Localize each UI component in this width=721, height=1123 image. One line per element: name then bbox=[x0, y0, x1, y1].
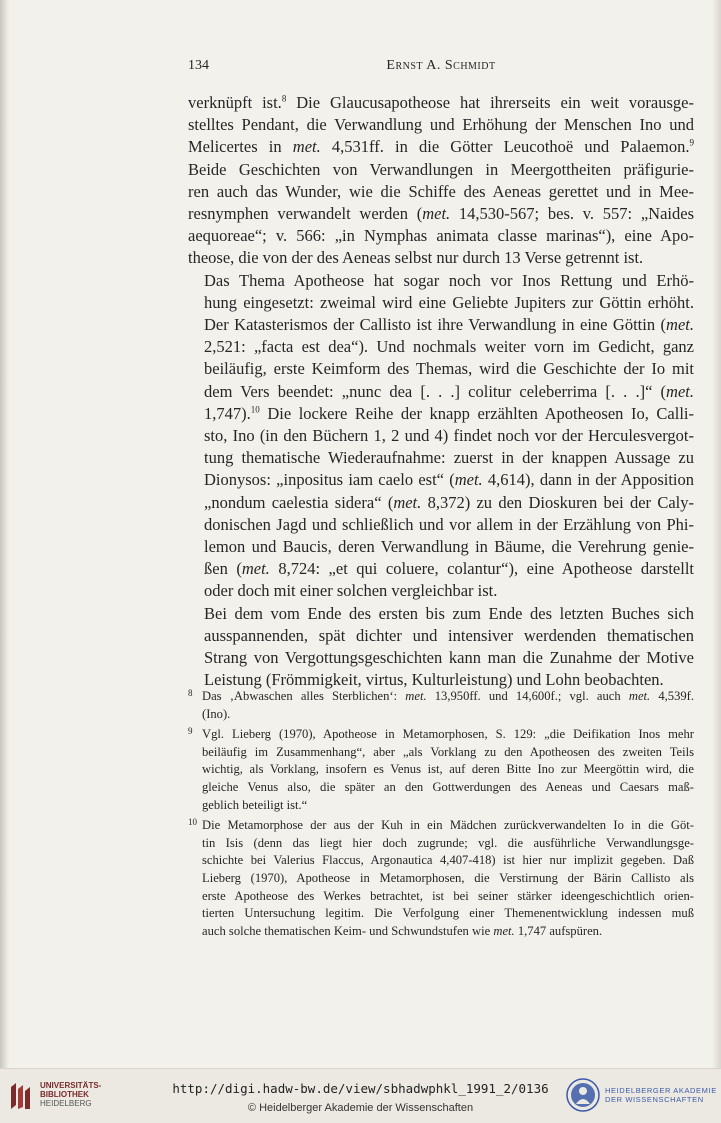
library-name-line: BIBLIOTHEK bbox=[40, 1090, 89, 1099]
text-line: donischen Jagd und schließlich und vor allem in der Erzählung von Phi- bbox=[204, 514, 694, 534]
footnote-line: beiläufig im Zusammenhang“, aber „als Vorklang zu den Apotheosen des zweiten Teils bbox=[202, 744, 694, 759]
text-line: Beide Geschichten von Verwandlungen in Meergottheiten präfigurie- bbox=[188, 159, 694, 179]
text-line: Bei dem vom Ende des ersten bis zum Ende des letzten Buches sich bbox=[204, 603, 694, 623]
footnote-line: auch solche thematischen Keim- und Schwundstufen wie met. 1,747 aufspüren. bbox=[202, 923, 603, 938]
footnote-line: tierten Untersuchung legitim. Die Verfolgung einer Themenentwicklung indessen muß bbox=[202, 906, 694, 921]
footnote-line: erste Apotheose des Werkes betrachtet, ist bei seiner stärker ideengeschichtlich orien- bbox=[202, 888, 694, 903]
footnote-number: 8 bbox=[188, 688, 193, 698]
text-line: dem Vers beendet: „nunc dea [. . .] colitur celeberrima [. . .]“ (met. bbox=[204, 381, 694, 401]
text-line: resnymphen verwandelt werden (met. 14,530-567; bes. v. 557: „Naides bbox=[188, 204, 695, 224]
page-number: 134 bbox=[188, 58, 209, 73]
footnote-line: wichtig, als Vorklang, insofern es Venus ist, auf deren Bitte Ino zur Meergöttin wird, die bbox=[202, 762, 694, 777]
text-line: Leistung (Frömmigkeit, virtus, Kulturleistung) und Lohn beobachten. bbox=[204, 670, 664, 690]
text-line: Das Thema Apotheose hat sogar noch vor Inos Rettung und Erhö- bbox=[204, 270, 694, 290]
footnote-line: tin Isis (denn das liegt hier doch zugrunde; vgl. die ausführliche Verwandlungsge- bbox=[202, 835, 694, 850]
text-line: oder doch mit einer solchen vergleichbar ist. bbox=[204, 581, 498, 601]
running-title: Ernst A. Schmidt bbox=[386, 58, 496, 73]
academy-name-line: HEIDELBERGER AKADEMIE bbox=[605, 1086, 717, 1095]
page-edge-shadow bbox=[712, 0, 721, 1068]
library-name-line: HEIDELBERG bbox=[40, 1099, 92, 1108]
text-line: 2,521: „facta est dea“). Und nochmals weiter vorn im Gedicht, ganz bbox=[204, 337, 694, 357]
text-line: ßen (met. 8,724: „et qui coluere, colantur“), eine Apotheose darstellt bbox=[204, 559, 694, 579]
footnote-line: Das ‚Abwaschen alles Sterblichen‘: met. 13,950ff. und 14,600f.; vgl. auch met. 4,539f. bbox=[202, 689, 695, 703]
academy-name bbox=[605, 1086, 717, 1104]
footnote-line: schichte bei Valerius Flaccus, Argonautica 4,407-418) ist hier nur implizit gegeben. Daß bbox=[202, 853, 694, 868]
text-line: stelltes Pendant, die Verwandlung und Erhöhung der Menschen Ino und bbox=[188, 115, 694, 135]
footnote bbox=[188, 688, 694, 723]
permalink-url[interactable]: http://digi.hadw-bw.de/view/sbhadwphkl_1991_2/0136 bbox=[172, 1081, 549, 1096]
academy-seal-icon bbox=[566, 1078, 600, 1112]
text-line: ren auch das Wunder, wie die Schiffe des Aeneas gerettet und in Mee- bbox=[188, 181, 694, 201]
footnote-number: 9 bbox=[188, 726, 193, 737]
page-gutter-shadow bbox=[0, 0, 9, 1068]
text-line: theose, die von der des Aeneas selbst nur durch 13 Verse getrennt ist. bbox=[188, 248, 644, 268]
paragraph-3 bbox=[188, 603, 694, 692]
text-line: hung eingesetzt: zweimal wird eine Geliebte Jupiters zur Göttin erhöht. bbox=[204, 292, 694, 312]
text-line: beiläufig, erste Keimform des Themas, wird die Geschichte der Io mit bbox=[204, 359, 694, 379]
viewer-footer bbox=[0, 1068, 721, 1123]
footnote-line: gleiche Venus also, die später an den Gottwerdungen des Aeneas und Caesars maß- bbox=[202, 779, 694, 794]
text-line: aequoreae“; v. 566: „in Nymphas animata classe marinas“), eine Apo- bbox=[188, 226, 694, 246]
text-line: Melicertes in met. 4,531ff. in die Götter Leucothoë und Palaemon.$^9$ bbox=[188, 137, 694, 157]
text-line: Strang von Vergottungsgeschichten kann man die Zunahme der Motive bbox=[204, 648, 694, 668]
academy-name-line: DER WISSENSCHAFTEN bbox=[605, 1095, 704, 1104]
text-line: sto, Ino (in den Büchern 1, 2 und 4) findet noch vor der Herculesvergot- bbox=[204, 426, 694, 446]
footnote-line: Vgl. Lieberg (1970), Apotheose in Metamorphosen, S. 129: „die Deifikation Inos mehr bbox=[202, 727, 694, 742]
text-line: 1,747).$^{10}$ Die lockere Reihe der knapp erzählten Apotheosen Io, Calli- bbox=[204, 403, 694, 423]
footnotes bbox=[188, 688, 694, 943]
text-line: lemon und Baucis, deren Verwandlung in Bäume, die Verehrung genie- bbox=[204, 537, 694, 557]
footnote bbox=[188, 817, 694, 940]
text-line: Dionysos: „inpositus iam caelo est“ (met. 4,614), dann in der Apposition bbox=[204, 470, 694, 490]
paragraph-1 bbox=[188, 92, 694, 270]
copyright-notice: © Heidelberger Akademie der Wissenschaften bbox=[247, 1102, 474, 1114]
footnote bbox=[188, 726, 694, 814]
footnote-line: Die Metamorphose der aus der Kuh in ein Mädchen zurückverwandelten Io in die Göt- bbox=[202, 818, 694, 833]
footnote-ref: 8 bbox=[281, 93, 287, 104]
footnote-number: 10 bbox=[188, 817, 197, 828]
page-header bbox=[188, 58, 694, 78]
library-name-line: UNIVERSITÄTS- bbox=[40, 1081, 102, 1090]
footnote-line: geblich beteiligt ist.“ bbox=[202, 797, 308, 812]
footnote-ref: 9 bbox=[689, 137, 694, 148]
footnote-line: Lieberg (1970), Apotheose in Metamorphosen, die Verstirnung der Bärin Callisto als bbox=[202, 870, 694, 885]
footnote-line: (Ino). bbox=[202, 706, 231, 721]
text-line: „nondum caelestia sidera“ (met. 8,372) zu den Dioskuren bei der Caly- bbox=[204, 492, 694, 512]
footnote-ref: 10 bbox=[250, 404, 260, 415]
text-line: verknüpft ist.$^8$ Die Glaucusapotheose hat ihrerseits ein weit vorausge- bbox=[188, 93, 694, 112]
text-line: tung thematische Wiederaufnahme: zuerst in der knappen Aussage zu bbox=[204, 448, 694, 468]
main-text bbox=[188, 92, 694, 691]
text-line: Der Katasterismos der Callisto ist ihre Verwandlung in eine Göttin (met. bbox=[204, 315, 694, 335]
text-line: ausspannenden, spät dichter und intensiver werdenden thematischen bbox=[204, 625, 694, 645]
paragraph-2 bbox=[188, 270, 694, 603]
